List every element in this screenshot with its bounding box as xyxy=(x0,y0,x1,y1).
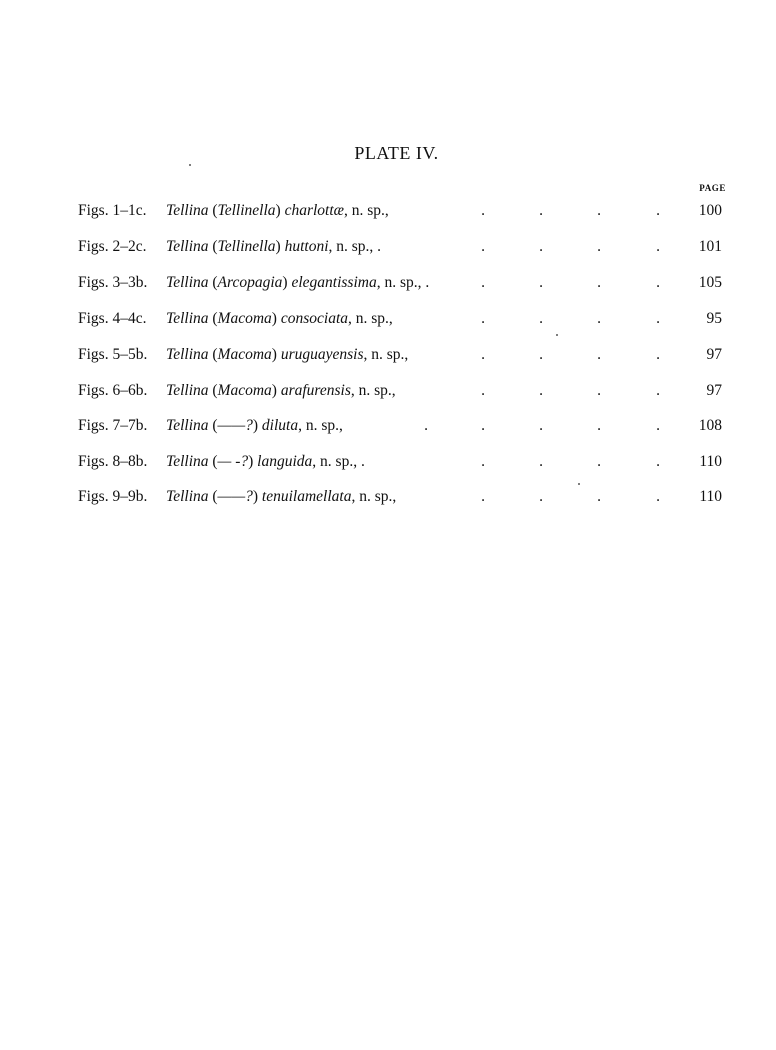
leader-dot: . xyxy=(597,346,601,363)
subgenus: ——? xyxy=(217,488,253,505)
page-number: 97 xyxy=(706,382,722,399)
species-epithet: languida xyxy=(257,453,313,470)
leader-dot: . xyxy=(656,382,660,399)
plate-title: PLATE IV. xyxy=(354,143,439,163)
name-suffix: , n. sp., . xyxy=(328,238,382,255)
subgenus: — -? xyxy=(217,453,249,470)
species-epithet: huttoni xyxy=(284,238,329,255)
leader-dot: . xyxy=(481,382,485,399)
subgenus: Macoma xyxy=(217,346,272,363)
leader-dot: . xyxy=(481,310,485,327)
genus: Tellina xyxy=(166,453,209,470)
species-name: Tellina (Arcopagia) elegantissima, n. sp., . xyxy=(166,274,430,291)
subgenus: Tellinella xyxy=(217,202,276,219)
figure-range: Figs. 9–9b. xyxy=(78,488,148,505)
leader-dot: . xyxy=(656,417,660,434)
figure-range: Figs. 2–2c. xyxy=(78,238,147,255)
species-name: Tellina (——?) tenuilamellata, n. sp., xyxy=(166,488,397,505)
genus: Tellina xyxy=(166,310,209,327)
species-epithet: charlottæ xyxy=(284,202,345,219)
subgenus: Arcopagia xyxy=(217,274,283,291)
print-speck xyxy=(189,164,191,166)
leader-dot: . xyxy=(539,346,543,363)
leader-dot: . xyxy=(656,488,660,505)
species-name: Tellina (Tellinella) charlottæ, n. sp., xyxy=(166,202,389,219)
page-number: 110 xyxy=(699,453,722,470)
species-epithet: consociata xyxy=(280,310,348,327)
subgenus: Tellinella xyxy=(217,238,276,255)
list-item xyxy=(0,378,776,404)
figure-range: Figs. 5–5b. xyxy=(78,346,148,363)
species-epithet: elegantissima xyxy=(291,274,377,291)
leader-dot: . xyxy=(597,274,601,291)
name-suffix: , n. sp., xyxy=(344,202,389,219)
leader-dot: . xyxy=(656,310,660,327)
figure-range: Figs. 4–4c. xyxy=(78,310,147,327)
name-suffix: , n. sp., xyxy=(298,417,343,434)
leader-dot: . xyxy=(597,453,601,470)
leader-dot: . xyxy=(481,202,485,219)
print-speck xyxy=(556,334,558,336)
leader-dot: . xyxy=(481,453,485,470)
leader-dot: . xyxy=(539,274,543,291)
page-number: 95 xyxy=(706,310,722,327)
name-suffix: , n. sp., xyxy=(351,488,397,505)
genus: Tellina xyxy=(166,346,209,363)
leader-dot: . xyxy=(424,417,428,434)
leader-dot: . xyxy=(481,238,485,255)
genus: Tellina xyxy=(166,488,209,505)
genus: Tellina xyxy=(166,382,209,399)
subgenus: Macoma xyxy=(217,382,272,399)
figure-range: Figs. 1–1c. xyxy=(78,202,147,219)
page-number: 101 xyxy=(698,238,722,255)
leader-dot: . xyxy=(597,238,601,255)
species-name: Tellina (Tellinella) huttoni, n. sp., . xyxy=(166,238,382,255)
leader-dot: . xyxy=(481,346,485,363)
figure-range: Figs. 8–8b. xyxy=(78,453,148,470)
species-epithet: arafurensis xyxy=(280,382,351,399)
species-name: Tellina (Macoma) consociata, n. sp., xyxy=(166,310,393,327)
name-suffix: , n. sp., xyxy=(348,310,393,327)
leader-dot: . xyxy=(481,488,485,505)
subgenus: ——? xyxy=(217,417,253,434)
page-number: 105 xyxy=(698,274,722,291)
leader-dot: . xyxy=(656,274,660,291)
leader-dot: . xyxy=(597,488,601,505)
leader-dot: . xyxy=(539,453,543,470)
leader-dot: . xyxy=(539,417,543,434)
species-epithet: diluta xyxy=(261,417,299,434)
subgenus: Macoma xyxy=(217,310,272,327)
genus: Tellina xyxy=(166,274,209,291)
leader-dot: . xyxy=(481,274,485,291)
genus: Tellina xyxy=(166,417,209,434)
list-item xyxy=(0,342,776,368)
list-item xyxy=(0,306,776,332)
leader-dot: . xyxy=(656,453,660,470)
leader-dot: . xyxy=(597,202,601,219)
species-name: Tellina (——?) diluta, n. sp., xyxy=(166,417,343,434)
list-item xyxy=(0,198,776,224)
leader-dot: . xyxy=(656,346,660,363)
page-number: 110 xyxy=(699,488,722,505)
genus: Tellina xyxy=(166,202,209,219)
figure-range: Figs. 7–7b. xyxy=(78,417,148,434)
page-number: 108 xyxy=(698,417,722,434)
leader-dot: . xyxy=(539,382,543,399)
page-number: 100 xyxy=(698,202,722,219)
genus: Tellina xyxy=(166,238,209,255)
name-suffix: , n. sp., xyxy=(350,382,396,399)
species-name: Tellina (Macoma) uruguayensis, n. sp., xyxy=(166,346,409,363)
leader-dot: . xyxy=(539,310,543,327)
page-number: 97 xyxy=(706,346,722,363)
leader-dot: . xyxy=(597,310,601,327)
leader-dot: . xyxy=(539,202,543,219)
list-item xyxy=(0,484,776,510)
leader-dot: . xyxy=(597,417,601,434)
list-item xyxy=(0,234,776,260)
name-suffix: , n. sp., . xyxy=(312,453,365,470)
figure-range: Figs. 3–3b. xyxy=(78,274,148,291)
leader-dot: . xyxy=(481,417,485,434)
list-item xyxy=(0,449,776,475)
name-suffix: , n. sp., xyxy=(363,346,409,363)
figure-range: Figs. 6–6b. xyxy=(78,382,148,399)
leader-dot: . xyxy=(656,238,660,255)
species-name: Tellina (Macoma) arafurensis, n. sp., xyxy=(166,382,396,399)
species-epithet: uruguayensis xyxy=(280,346,364,363)
leader-dot: . xyxy=(539,238,543,255)
list-item xyxy=(0,270,776,296)
leader-dot: . xyxy=(656,202,660,219)
page-column-header: PAGE xyxy=(699,183,726,193)
species-epithet: tenuilamellata xyxy=(261,488,352,505)
name-suffix: , n. sp., . xyxy=(376,274,430,291)
leader-dot: . xyxy=(539,488,543,505)
species-name: Tellina (— -?) languida, n. sp., . xyxy=(166,453,365,470)
list-item xyxy=(0,413,776,439)
leader-dot: . xyxy=(597,382,601,399)
